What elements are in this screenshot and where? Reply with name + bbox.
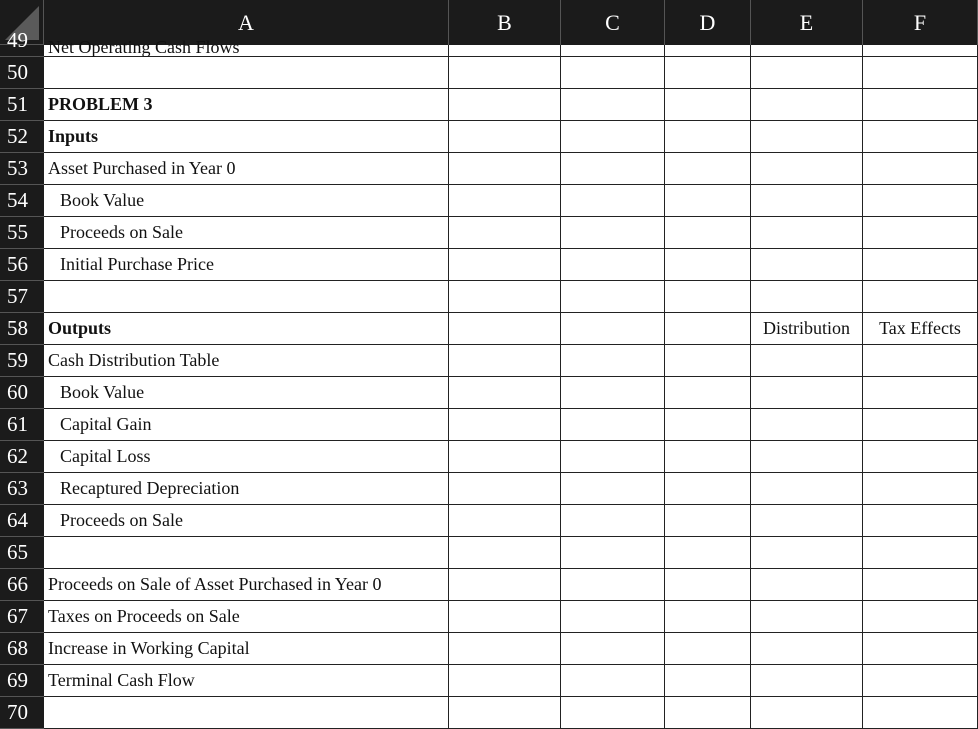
cell-b61[interactable] [449, 409, 561, 441]
row-header-54[interactable]: 54 [0, 185, 44, 217]
cell-a68[interactable]: Increase in Working Capital [44, 633, 449, 665]
row-header-56[interactable]: 56 [0, 249, 44, 281]
cell-f60[interactable] [863, 377, 978, 409]
cell-c49[interactable] [561, 45, 665, 57]
row-header-53[interactable]: 53 [0, 153, 44, 185]
cell-d51[interactable] [665, 89, 751, 121]
cell-d66[interactable] [665, 569, 751, 601]
cell-a65[interactable] [44, 537, 449, 569]
cell-e63[interactable] [751, 473, 863, 505]
cell-b64[interactable] [449, 505, 561, 537]
cell-a61[interactable]: Capital Gain [44, 409, 449, 441]
cell-f69[interactable] [863, 665, 978, 697]
cell-e49[interactable] [751, 45, 863, 57]
row-header-52[interactable]: 52 [0, 121, 44, 153]
cell-f66[interactable] [863, 569, 978, 601]
cell-d53[interactable] [665, 153, 751, 185]
cell-d68[interactable] [665, 633, 751, 665]
cell-f51[interactable] [863, 89, 978, 121]
cell-f68[interactable] [863, 633, 978, 665]
cell-a63[interactable]: Recaptured Depreciation [44, 473, 449, 505]
cell-e52[interactable] [751, 121, 863, 153]
cell-a64[interactable]: Proceeds on Sale [44, 505, 449, 537]
cell-c61[interactable] [561, 409, 665, 441]
cell-a54[interactable]: Book Value [44, 185, 449, 217]
cell-e54[interactable] [751, 185, 863, 217]
cell-a62[interactable]: Capital Loss [44, 441, 449, 473]
cell-e62[interactable] [751, 441, 863, 473]
cell-b60[interactable] [449, 377, 561, 409]
cell-a52[interactable]: Inputs [44, 121, 449, 153]
cell-a59[interactable]: Cash Distribution Table [44, 345, 449, 377]
column-header-c[interactable]: C [561, 0, 665, 45]
cell-e60[interactable] [751, 377, 863, 409]
cell-e58[interactable]: Distribution [751, 313, 863, 345]
cell-b57[interactable] [449, 281, 561, 313]
cell-d67[interactable] [665, 601, 751, 633]
cell-f52[interactable] [863, 121, 978, 153]
row-header-58[interactable]: 58 [0, 313, 44, 345]
cell-b55[interactable] [449, 217, 561, 249]
row-header-69[interactable]: 69 [0, 665, 44, 697]
cell-e50[interactable] [751, 57, 863, 89]
cell-f58[interactable]: Tax Effects [863, 313, 978, 345]
cell-c65[interactable] [561, 537, 665, 569]
cell-c62[interactable] [561, 441, 665, 473]
cell-e70[interactable] [751, 697, 863, 729]
cell-e57[interactable] [751, 281, 863, 313]
row-header-62[interactable]: 62 [0, 441, 44, 473]
cell-a58[interactable]: Outputs [44, 313, 449, 345]
cell-d70[interactable] [665, 697, 751, 729]
cell-d64[interactable] [665, 505, 751, 537]
cell-c55[interactable] [561, 217, 665, 249]
cell-e53[interactable] [751, 153, 863, 185]
cell-e55[interactable] [751, 217, 863, 249]
column-header-d[interactable]: D [665, 0, 751, 45]
cell-e56[interactable] [751, 249, 863, 281]
cell-f70[interactable] [863, 697, 978, 729]
cell-a67[interactable]: Taxes on Proceeds on Sale [44, 601, 449, 633]
row-header-49[interactable] [0, 28, 44, 57]
cell-e69[interactable] [751, 665, 863, 697]
cell-b69[interactable] [449, 665, 561, 697]
row-header-70[interactable]: 70 [0, 697, 44, 729]
cell-b50[interactable] [449, 57, 561, 89]
cell-d63[interactable] [665, 473, 751, 505]
cell-b63[interactable] [449, 473, 561, 505]
column-header-f[interactable]: F [863, 0, 978, 45]
row-header-51[interactable]: 51 [0, 89, 44, 121]
cell-f67[interactable] [863, 601, 978, 633]
cell-e61[interactable] [751, 409, 863, 441]
row-header-59[interactable]: 59 [0, 345, 44, 377]
cell-b51[interactable] [449, 89, 561, 121]
cell-d56[interactable] [665, 249, 751, 281]
cell-c66[interactable] [561, 569, 665, 601]
cell-f63[interactable] [863, 473, 978, 505]
cell-f54[interactable] [863, 185, 978, 217]
cell-d52[interactable] [665, 121, 751, 153]
cell-d69[interactable] [665, 665, 751, 697]
cell-d59[interactable] [665, 345, 751, 377]
cell-c52[interactable] [561, 121, 665, 153]
row-header-65[interactable]: 65 [0, 537, 44, 569]
row-header-57[interactable]: 57 [0, 281, 44, 313]
cell-c60[interactable] [561, 377, 665, 409]
cell-d60[interactable] [665, 377, 751, 409]
cell-e64[interactable] [751, 505, 863, 537]
cell-f59[interactable] [863, 345, 978, 377]
cell-b70[interactable] [449, 697, 561, 729]
cell-c58[interactable] [561, 313, 665, 345]
cell-c67[interactable] [561, 601, 665, 633]
cell-e51[interactable] [751, 89, 863, 121]
cell-a55[interactable]: Proceeds on Sale [44, 217, 449, 249]
cell-f50[interactable] [863, 57, 978, 89]
row-header-67[interactable]: 67 [0, 601, 44, 633]
cell-text: Net Operating Cash Flows [48, 37, 240, 57]
row-header-63[interactable]: 63 [0, 473, 44, 505]
cell-c70[interactable] [561, 697, 665, 729]
cell-c50[interactable] [561, 57, 665, 89]
cell-d62[interactable] [665, 441, 751, 473]
cell-d49[interactable] [665, 45, 751, 57]
cell-a53[interactable]: Asset Purchased in Year 0 [44, 153, 449, 185]
column-header-b[interactable]: B [449, 0, 561, 45]
cell-c54[interactable] [561, 185, 665, 217]
cell-f61[interactable] [863, 409, 978, 441]
cell-d58[interactable] [665, 313, 751, 345]
cell-d54[interactable] [665, 185, 751, 217]
cell-d57[interactable] [665, 281, 751, 313]
column-header-e[interactable]: E [751, 0, 863, 45]
cell-f53[interactable] [863, 153, 978, 185]
row-number: 49 [7, 28, 28, 52]
cell-b52[interactable] [449, 121, 561, 153]
cell-b53[interactable] [449, 153, 561, 185]
cell-f56[interactable] [863, 249, 978, 281]
row-header-64[interactable]: 64 [0, 505, 44, 537]
cell-b66[interactable] [449, 569, 561, 601]
cell-f55[interactable] [863, 217, 978, 249]
cell-b56[interactable] [449, 249, 561, 281]
cell-a66[interactable]: Proceeds on Sale of Asset Purchased in Year 0 [44, 569, 449, 601]
row-header-66[interactable]: 66 [0, 569, 44, 601]
cell-f64[interactable] [863, 505, 978, 537]
cell-b68[interactable] [449, 633, 561, 665]
cell-f57[interactable] [863, 281, 978, 313]
cell-f49[interactable] [863, 45, 978, 57]
row-header-68[interactable]: 68 [0, 633, 44, 665]
cell-e67[interactable] [751, 601, 863, 633]
cell-c63[interactable] [561, 473, 665, 505]
cell-a60[interactable]: Book Value [44, 377, 449, 409]
cell-d61[interactable] [665, 409, 751, 441]
cell-b65[interactable] [449, 537, 561, 569]
column-header-a[interactable]: A [44, 0, 449, 45]
cell-d65[interactable] [665, 537, 751, 569]
cell-c68[interactable] [561, 633, 665, 665]
cell-e65[interactable] [751, 537, 863, 569]
row-header-55[interactable]: 55 [0, 217, 44, 249]
cell-b49[interactable] [449, 45, 561, 57]
row-header-60[interactable]: 60 [0, 377, 44, 409]
row-header-50[interactable]: 50 [0, 57, 44, 89]
cell-b62[interactable] [449, 441, 561, 473]
cell-a51[interactable]: PROBLEM 3 [44, 89, 449, 121]
cell-a56[interactable]: Initial Purchase Price [44, 249, 449, 281]
cell-a50[interactable] [44, 57, 449, 89]
cell-b54[interactable] [449, 185, 561, 217]
cell-e68[interactable] [751, 633, 863, 665]
cell-c56[interactable] [561, 249, 665, 281]
cell-e59[interactable] [751, 345, 863, 377]
cell-a69[interactable]: Terminal Cash Flow [44, 665, 449, 697]
cell-c69[interactable] [561, 665, 665, 697]
cell-c53[interactable] [561, 153, 665, 185]
cell-a49[interactable] [44, 37, 449, 57]
cell-f62[interactable] [863, 441, 978, 473]
cell-d50[interactable] [665, 57, 751, 89]
cell-a57[interactable] [44, 281, 449, 313]
cell-c57[interactable] [561, 281, 665, 313]
cell-d55[interactable] [665, 217, 751, 249]
cell-b67[interactable] [449, 601, 561, 633]
cell-c59[interactable] [561, 345, 665, 377]
cell-c51[interactable] [561, 89, 665, 121]
cell-e66[interactable] [751, 569, 863, 601]
cell-c64[interactable] [561, 505, 665, 537]
row-header-61[interactable]: 61 [0, 409, 44, 441]
cell-b58[interactable] [449, 313, 561, 345]
cell-a70[interactable] [44, 697, 449, 729]
cell-b59[interactable] [449, 345, 561, 377]
cell-f65[interactable] [863, 537, 978, 569]
